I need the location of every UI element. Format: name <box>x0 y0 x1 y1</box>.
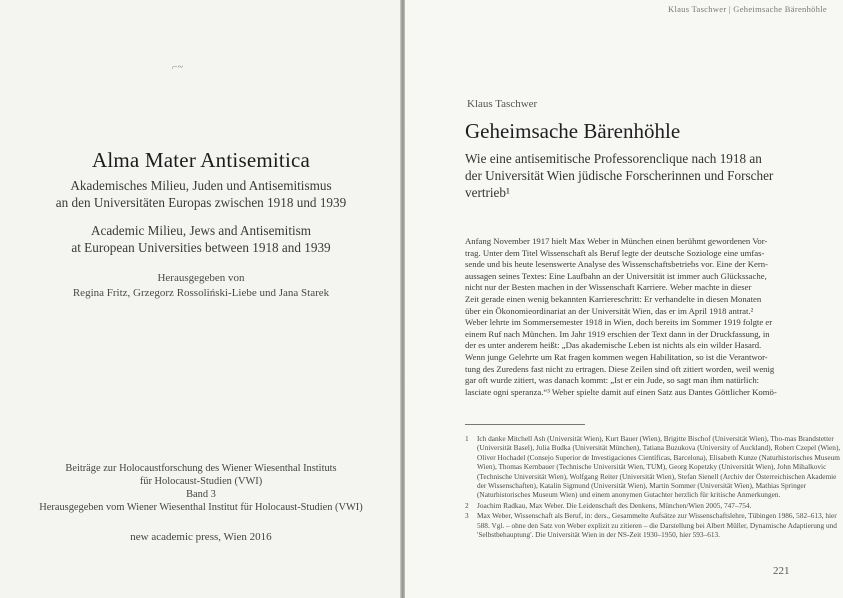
chapter-subtitle <box>465 150 805 201</box>
body-line: einem Ruf nach München. Im Jahr 1919 erschien der Text dann in der Druckfassung, in <box>465 328 770 339</box>
book-title: Alma Mater Antisemitica <box>91 148 311 172</box>
footnote-divider <box>465 424 585 425</box>
footnote-number: 2 <box>465 500 469 510</box>
body-line: gar oft wurde zitiert, was danach kommt: „Ist er ein Jude, so sagt man ihm natürlich: <box>465 375 760 386</box>
footnote-number: 1 <box>465 434 469 443</box>
right-page <box>405 0 843 598</box>
editors-label: Herausgegeben von <box>157 272 245 284</box>
footnote-3 <box>465 511 843 539</box>
scan-artifact-mark: ⌐~ <box>172 62 184 73</box>
running-head: Klaus Taschwer | Geheimsache Bärenhöhle <box>668 4 827 14</box>
subtitle-german-line-1: Akademisches Milieu, Juden und Antisemitismus <box>70 178 332 193</box>
chapter-subtitle-line-1: Wie eine antisemitische Professorenclique nach 1918 an <box>465 151 762 166</box>
editors: Regina Fritz, Grzegorz Rossoliński-Liebe und Jana Starek <box>72 287 330 299</box>
chapter-subtitle-line-2: der Universität Wien jüdische Forscherinnen und Forscher <box>465 168 774 183</box>
subtitle-english-line-2: at European Universities between 1918 and 1939 <box>71 240 331 255</box>
body-line: trag. Unter dem Titel Wissenschaft als Beruf legte der deutsche Soziologe eine umfas- <box>465 247 765 258</box>
publisher: new academic press, Wien 2016 <box>130 531 272 543</box>
chapter-author: Klaus Taschwer <box>467 98 538 110</box>
body-line: tung des Zuredens fast nicht zu ertragen. Diese Zeilen sind oft zitiert worden, weil wenig <box>465 363 775 374</box>
footnote-text: Ich danke Mitchell Ash (Universität Wien), Kurt Bauer (Wien), Brigitte Bischof (Universität Wien), Tho-mas Brandstetter (Universität Basel), Julia Budka (Universität München), Tatiana Buzukova (University of Auckland), Robert Czepel (Wien), Oliver Hochadel (Consejo Superior de Investigaciones Científicas, Barcelona), Elisabeth Kunze (Naturhistorisches Museum Wien), Thomas Kernbauer (Technische Universität Wien, TUM), Georg Kopetzky (Universität Wien), John Mihalkovic (Technische Universität Wien), Wolfgang Reiter (Universität Wien), Stefan Sienell (Archiv der Österreichischen Akademie der Wissenschaften), Katalin Sigmund (Universität Wien), Martin Sommer (Universität Wien), Mathias Springer (Naturhistorisches Museum Wien) und einem anonymen Gutachter herzlich für kritische Anmerkungen. <box>477 434 841 500</box>
body-line: nicht nur der Besten machen in der Wissenschaft Karriere. Weber machte in dieser <box>465 282 752 293</box>
body-line: Weber lehrte im Sommersemester 1918 in Wien, doch bereits im Sommer 1919 folgte er <box>465 317 773 328</box>
chapter-title: Geheimsache Bärenhöhle <box>465 119 681 143</box>
footnote-2 <box>465 501 843 510</box>
subtitle-german <box>0 177 402 211</box>
footnote-number: 3 <box>465 511 469 521</box>
chapter-subtitle-line-3: vertrieb¹ <box>465 185 510 200</box>
footnotes <box>465 434 843 540</box>
body-line: der es unter anderem heißt: „Das akademische Leben ist nichts als ein wilder Hasard. <box>465 340 762 351</box>
page-number: 221 <box>773 565 790 577</box>
footnote-text: Max Weber, Wissenschaft als Beruf, in: ders., Gesammelte Aufsätze zur Wissenschaftslehre, Tübingen 1986, 582–613, hier 588. Vgl. – ohne den Satz von Weber explizit zu zitieren – die Darstellung bei Albert Müller, Dynamische Adaptierung und 'Selbstbehauptung'. Die Universität Wien in der NS-Zeit 1930–1950, hier 593–613. <box>477 511 837 540</box>
body-text <box>465 236 843 398</box>
left-page <box>0 0 402 598</box>
series-volume: Band 3 <box>186 489 216 500</box>
body-line: sende und bis heute lesenswerte Analyse des Wissenschaftsbetriebs vor. Eine der Kern- <box>465 259 768 270</box>
series-info <box>0 462 402 514</box>
footnote-text: Joachim Radkau, Max Weber. Die Leidenschaft des Denkens, München/Wien 2005, 747–754. <box>477 500 752 510</box>
subtitle-english-line-1: Academic Milieu, Jews and Antisemitism <box>90 223 312 238</box>
body-line: aussagen seines Textes: Eine Laufbahn an der Universität ist immer auch Glückssache, <box>465 270 767 281</box>
body-line: über ein Ökonomieordinariat an der Universität Wien, das er im April 1918 antrat.² <box>465 305 754 316</box>
body-line: lasciate ogni speranza.“³ Weber spielte damit auf einen Satz aus Dantes Göttlicher Komö- <box>465 386 777 397</box>
subtitle-german-line-2: an den Universitäten Europas zwischen 1918 und 1939 <box>55 195 347 210</box>
body-line: Zeit gerade einen wenig bekannten Karriereschritt: Er verhandelte in diesen Monaten <box>465 293 762 304</box>
series-line-2: für Holocaust-Studien (VWI) <box>139 476 263 487</box>
footnote-1 <box>465 434 843 500</box>
series-line-1: Beiträge zur Holocaustforschung des Wiener Wiesenthal Instituts <box>65 463 337 474</box>
body-line: Anfang November 1917 hielt Max Weber in München einen berühmt gewordenen Vor- <box>465 236 768 246</box>
series-publisher-line: Herausgegeben vom Wiener Wiesenthal Institut für Holocaust-Studien (VWI) <box>39 502 363 513</box>
subtitle-english <box>0 222 402 256</box>
body-line: Wenn junge Gelehrte um Rat fragen kommen wegen Habilitation, so ist die Verantwor- <box>465 351 768 362</box>
